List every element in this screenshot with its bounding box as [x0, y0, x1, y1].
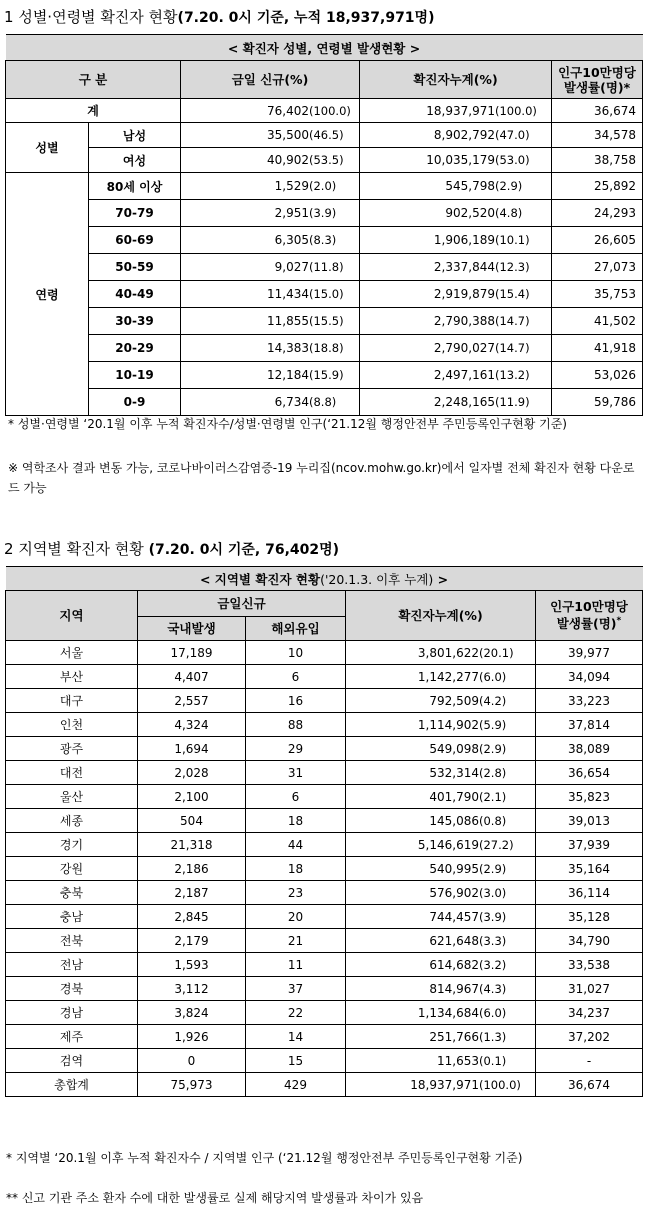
age-group-label: 연령 — [6, 173, 89, 416]
table-row — [6, 389, 643, 416]
table-row — [6, 689, 643, 713]
region-rate: 36,674 — [536, 1073, 643, 1097]
gender-new-pct: (53.5) — [309, 153, 344, 167]
region-rate: 33,538 — [536, 953, 643, 977]
region-cum-value: 1,134,684 — [417, 1005, 479, 1020]
region-name: 인천 — [6, 713, 138, 737]
gender-new-value: 35,500 — [267, 128, 309, 142]
region-cum-value: 145,086 — [429, 813, 479, 828]
table2-caption-end: > — [433, 571, 449, 587]
age-label: 0-9 — [89, 389, 181, 416]
age-new-value: 6,734 — [274, 395, 309, 409]
region-name: 총합계 — [6, 1073, 138, 1097]
table-row — [6, 857, 643, 881]
age-cum-value: 2,790,027 — [433, 341, 495, 355]
header-category: 구 분 — [6, 61, 181, 99]
age-new-value: 12,184 — [267, 368, 309, 382]
region-name: 광주 — [6, 737, 138, 761]
age-label: 50-59 — [89, 254, 181, 281]
region-overseas: 15 — [246, 1049, 346, 1073]
region-overseas: 37 — [246, 977, 346, 1001]
section2-heading: 지역별 확진자 현황 — [18, 540, 144, 558]
region-cum-value: 540,995 — [429, 861, 479, 876]
region-cum-value: 11,653 — [437, 1053, 479, 1068]
region-domestic: 4,407 — [138, 665, 246, 689]
region-cum — [346, 665, 536, 689]
table-row — [6, 737, 643, 761]
age-new — [181, 173, 360, 200]
header-cumulative: 확진자누계(%) — [360, 61, 552, 99]
gender-cum — [360, 148, 552, 173]
region-overseas: 18 — [246, 857, 346, 881]
header-today-new: 금일신규 — [138, 591, 346, 617]
region-cum — [346, 1001, 536, 1025]
age-cum — [360, 335, 552, 362]
header-rate2 — [536, 591, 643, 641]
table-row — [6, 173, 643, 200]
header-rate-line1: 인구10만명당 — [558, 64, 636, 80]
total-label: 계 — [6, 99, 181, 123]
region-domestic: 2,100 — [138, 785, 246, 809]
region-rate: 37,814 — [536, 713, 643, 737]
age-new-pct: (3.9) — [309, 206, 337, 220]
region-rate: 31,027 — [536, 977, 643, 1001]
table-row — [6, 977, 643, 1001]
region-name: 전남 — [6, 953, 138, 977]
total-new — [181, 99, 360, 123]
table-row — [6, 1001, 643, 1025]
region-overseas: 16 — [246, 689, 346, 713]
table-row — [6, 665, 643, 689]
age-cum — [360, 227, 552, 254]
region-domestic: 21,318 — [138, 833, 246, 857]
region-rate: 34,790 — [536, 929, 643, 953]
table-row — [6, 785, 643, 809]
age-cum-pct: (15.4) — [495, 287, 530, 301]
region-overseas: 6 — [246, 665, 346, 689]
region-name: 충남 — [6, 905, 138, 929]
region-cum — [346, 785, 536, 809]
table-row — [6, 227, 643, 254]
region-cum — [346, 1025, 536, 1049]
table-row — [6, 1073, 643, 1097]
region-cum — [346, 1049, 536, 1073]
gender-new — [181, 123, 360, 148]
region-rate: 35,164 — [536, 857, 643, 881]
age-cum-pct: (14.7) — [495, 314, 530, 328]
header-rate2-mark: * — [616, 616, 622, 627]
region-cum — [346, 761, 536, 785]
total-rate: 36,674 — [552, 99, 643, 123]
region-name: 충북 — [6, 881, 138, 905]
region-cum-pct: (2.9) — [479, 861, 507, 876]
section1-title — [4, 6, 434, 27]
gender-cum-value: 10,035,179 — [426, 153, 495, 167]
region-domestic: 3,824 — [138, 1001, 246, 1025]
gender-cum-value: 8,902,792 — [433, 128, 495, 142]
header-rate2-line1: 인구10만명당 — [550, 599, 628, 615]
age-cum-value: 902,520 — [445, 206, 495, 220]
region-cum-pct: (5.9) — [479, 717, 507, 732]
age-label: 60-69 — [89, 227, 181, 254]
table-row — [6, 833, 643, 857]
table-row — [6, 1025, 643, 1049]
region-cum-pct: (3.0) — [479, 885, 507, 900]
table-row — [6, 953, 643, 977]
age-new-pct: (15.5) — [309, 314, 344, 328]
age-cum-value: 2,790,388 — [433, 314, 495, 328]
region-cum — [346, 881, 536, 905]
region-rate: 39,977 — [536, 641, 643, 665]
region-cum-value: 401,790 — [429, 789, 479, 804]
region-cum-pct: (6.0) — [479, 669, 507, 684]
age-label: 20-29 — [89, 335, 181, 362]
age-new — [181, 227, 360, 254]
age-label: 30-39 — [89, 308, 181, 335]
region-cum-value: 1,142,277 — [417, 669, 479, 684]
age-new — [181, 308, 360, 335]
region-cum — [346, 641, 536, 665]
region-rate: 33,223 — [536, 689, 643, 713]
header-rate-line2: 발생률(명)* — [563, 79, 631, 95]
region-domestic: 0 — [138, 1049, 246, 1073]
section2-note2: ** 신고 기관 주소 환자 수에 대한 발생률로 실제 해당지역 발생률과 차이가 있음 — [6, 1191, 424, 1205]
region-cum-pct: (3.2) — [479, 957, 507, 972]
table-row — [6, 809, 643, 833]
age-cum — [360, 200, 552, 227]
total-cum — [360, 99, 552, 123]
age-rate: 35,753 — [552, 281, 643, 308]
age-cum-value: 1,906,189 — [433, 233, 495, 247]
gender-new — [181, 148, 360, 173]
region-overseas: 429 — [246, 1073, 346, 1097]
age-rate: 41,918 — [552, 335, 643, 362]
region-cum-value: 1,114,902 — [417, 717, 479, 732]
region-cum-value: 18,937,971 — [410, 1077, 479, 1092]
section1-note2: ※ 역학조사 결과 변동 가능, 코로나바이러스감염증-19 누리집(ncov.mohw.go.kr)에서 일자별 전체 확진자 현황 다운로드 가능 — [8, 461, 635, 495]
age-new-value: 2,951 — [274, 206, 309, 220]
header-cumulative2: 확진자누계(%) — [346, 591, 536, 641]
total-cum-pct: (100.0) — [495, 103, 537, 118]
region-cum — [346, 737, 536, 761]
region-overseas: 14 — [246, 1025, 346, 1049]
region-cum-pct: (27.2) — [479, 837, 514, 852]
region-rate: 39,013 — [536, 809, 643, 833]
age-new-pct: (8.8) — [309, 395, 337, 409]
region-overseas: 6 — [246, 785, 346, 809]
region-cum — [346, 833, 536, 857]
region-name: 서울 — [6, 641, 138, 665]
table-row — [6, 254, 643, 281]
age-new-pct: (15.0) — [309, 287, 344, 301]
region-cum-pct: (4.2) — [479, 693, 507, 708]
region-rate: 34,237 — [536, 1001, 643, 1025]
region-name: 강원 — [6, 857, 138, 881]
region-cum-value: 532,314 — [429, 765, 479, 780]
region-rate: 38,089 — [536, 737, 643, 761]
region-cum — [346, 905, 536, 929]
section1-subtitle: (7.20. 0시 기준, 누적 18,937,971명) — [177, 10, 435, 26]
region-cum — [346, 977, 536, 1001]
region-name: 울산 — [6, 785, 138, 809]
age-new-pct: (2.0) — [309, 179, 337, 193]
age-rate: 26,605 — [552, 227, 643, 254]
region-cum-pct: (100.0) — [479, 1077, 521, 1092]
region-cum-value: 814,967 — [429, 981, 479, 996]
region-cum-pct: (0.1) — [479, 1053, 507, 1068]
region-overseas: 21 — [246, 929, 346, 953]
table-row — [6, 905, 643, 929]
age-rate: 27,073 — [552, 254, 643, 281]
region-name: 제주 — [6, 1025, 138, 1049]
age-cum — [360, 308, 552, 335]
table-row — [6, 761, 643, 785]
region-cum-value: 621,648 — [429, 933, 479, 948]
region-cum-value: 792,509 — [429, 693, 479, 708]
age-cum-pct: (13.2) — [495, 368, 530, 382]
table2-caption-main: < 지역별 확진자 현황 — [199, 571, 321, 587]
age-new-pct: (15.9) — [309, 368, 344, 382]
header-rate — [552, 61, 643, 99]
table-row — [6, 641, 643, 665]
region-cum-pct: (1.3) — [479, 1029, 507, 1044]
age-rate: 25,892 — [552, 173, 643, 200]
total-new-value: 76,402 — [267, 103, 309, 118]
region-domestic: 2,186 — [138, 857, 246, 881]
age-cum — [360, 362, 552, 389]
region-name: 경기 — [6, 833, 138, 857]
region-cum-pct: (2.9) — [479, 741, 507, 756]
region-name: 대구 — [6, 689, 138, 713]
gender-cum-pct: (53.0) — [495, 153, 530, 167]
region-cum-value: 744,457 — [429, 909, 479, 924]
age-cum-pct: (2.9) — [495, 179, 523, 193]
region-name: 세종 — [6, 809, 138, 833]
age-cum-value: 2,248,165 — [433, 395, 495, 409]
region-cum — [346, 1073, 536, 1097]
region-cum-value: 614,682 — [429, 957, 479, 972]
age-cum — [360, 173, 552, 200]
age-rate: 59,786 — [552, 389, 643, 416]
age-new-value: 11,434 — [267, 287, 309, 301]
region-domestic: 1,926 — [138, 1025, 246, 1049]
region-cum — [346, 689, 536, 713]
region-name: 전북 — [6, 929, 138, 953]
age-label: 80세 이상 — [89, 173, 181, 200]
region-overseas: 20 — [246, 905, 346, 929]
section2-note1: * 지역별 ‘20.1월 이후 누적 확진자수 / 지역별 인구 (‘21.12월 행정안전부 주민등록인구현황 기준) — [6, 1151, 523, 1165]
age-cum — [360, 254, 552, 281]
age-new-pct: (8.3) — [309, 233, 337, 247]
region-name: 대전 — [6, 761, 138, 785]
region-table — [5, 566, 643, 1097]
gender-label: 여성 — [89, 148, 181, 173]
age-new-value: 9,027 — [274, 260, 309, 274]
region-cum-pct: (2.1) — [479, 789, 507, 804]
region-domestic: 4,324 — [138, 713, 246, 737]
age-new-value: 1,529 — [274, 179, 309, 193]
gender-cum — [360, 123, 552, 148]
region-overseas: 31 — [246, 761, 346, 785]
age-new — [181, 281, 360, 308]
gender-cum-pct: (47.0) — [495, 128, 530, 142]
region-domestic: 3,112 — [138, 977, 246, 1001]
age-cum-value: 2,919,879 — [433, 287, 495, 301]
region-overseas: 18 — [246, 809, 346, 833]
age-new — [181, 362, 360, 389]
region-cum-pct: (3.3) — [479, 933, 507, 948]
age-cum-pct: (11.9) — [495, 395, 530, 409]
region-rate: 35,128 — [536, 905, 643, 929]
age-new — [181, 389, 360, 416]
section1-number: 1 — [4, 8, 14, 26]
region-rate: - — [536, 1049, 643, 1073]
region-cum-value: 3,801,622 — [417, 645, 479, 660]
region-cum-pct: (6.0) — [479, 1005, 507, 1020]
age-rate: 41,502 — [552, 308, 643, 335]
region-cum — [346, 809, 536, 833]
age-new-value: 14,383 — [267, 341, 309, 355]
region-cum-pct: (4.3) — [479, 981, 507, 996]
age-new-value: 6,305 — [274, 233, 309, 247]
region-overseas: 10 — [246, 641, 346, 665]
region-domestic: 2,557 — [138, 689, 246, 713]
age-new-pct: (11.8) — [309, 260, 344, 274]
region-name: 부산 — [6, 665, 138, 689]
gender-rate: 34,578 — [552, 123, 643, 148]
table-row — [6, 123, 643, 148]
region-domestic: 2,028 — [138, 761, 246, 785]
region-overseas: 44 — [246, 833, 346, 857]
region-domestic: 2,845 — [138, 905, 246, 929]
region-domestic: 17,189 — [138, 641, 246, 665]
region-cum — [346, 953, 536, 977]
age-cum-value: 2,337,844 — [433, 260, 495, 274]
age-new-value: 11,855 — [267, 314, 309, 328]
section1-note1: * 성별·연령별 ‘20.1월 이후 누적 확진자수/성별·연령별 인구(‘21.12월 행정안전부 주민등록인구현황 기준) — [8, 417, 567, 431]
table-row — [6, 1049, 643, 1073]
age-cum-pct: (4.8) — [495, 206, 523, 220]
gender-age-table — [5, 34, 643, 416]
region-domestic: 504 — [138, 809, 246, 833]
region-cum — [346, 929, 536, 953]
region-name: 경남 — [6, 1001, 138, 1025]
region-name: 검역 — [6, 1049, 138, 1073]
gender-group-label: 성별 — [6, 123, 89, 173]
region-cum-pct: (0.8) — [479, 813, 507, 828]
region-cum-pct: (20.1) — [479, 645, 514, 660]
total-new-pct: (100.0) — [309, 103, 351, 118]
region-cum-pct: (2.8) — [479, 765, 507, 780]
region-rate: 37,202 — [536, 1025, 643, 1049]
table2-caption — [6, 567, 643, 591]
region-overseas: 23 — [246, 881, 346, 905]
table1-caption: < 확진자 성별, 연령별 발생현황 > — [6, 35, 643, 61]
gender-rate: 38,758 — [552, 148, 643, 173]
region-overseas: 22 — [246, 1001, 346, 1025]
table-row — [6, 929, 643, 953]
region-domestic: 2,179 — [138, 929, 246, 953]
age-cum-pct: (12.3) — [495, 260, 530, 274]
gender-label: 남성 — [89, 123, 181, 148]
region-cum-value: 251,766 — [429, 1029, 479, 1044]
region-domestic: 2,187 — [138, 881, 246, 905]
age-cum — [360, 389, 552, 416]
table2-caption-range: ('20.1.3. 이후 누계) — [320, 571, 434, 587]
section2-subtitle: (7.20. 0시 기준, 76,402명) — [148, 542, 340, 558]
header-new: 금일 신규(%) — [181, 61, 360, 99]
region-cum — [346, 857, 536, 881]
gender-new-value: 40,902 — [267, 153, 309, 167]
region-cum-pct: (3.9) — [479, 909, 507, 924]
table-row — [6, 99, 643, 123]
table-row — [6, 335, 643, 362]
region-rate: 36,114 — [536, 881, 643, 905]
header-rate2-line2: 발생률(명) — [556, 616, 617, 632]
table-row — [6, 713, 643, 737]
header-region: 지역 — [6, 591, 138, 641]
age-label: 70-79 — [89, 200, 181, 227]
table-row — [6, 200, 643, 227]
header-overseas: 해외유입 — [246, 617, 346, 641]
table-row — [6, 362, 643, 389]
region-rate: 34,094 — [536, 665, 643, 689]
section2-title — [4, 538, 339, 559]
age-label: 40-49 — [89, 281, 181, 308]
age-rate: 53,026 — [552, 362, 643, 389]
age-cum-pct: (10.1) — [495, 233, 530, 247]
age-new — [181, 200, 360, 227]
age-cum-pct: (14.7) — [495, 341, 530, 355]
table-row — [6, 308, 643, 335]
region-overseas: 29 — [246, 737, 346, 761]
gender-new-pct: (46.5) — [309, 128, 344, 142]
region-domestic: 75,973 — [138, 1073, 246, 1097]
header-domestic: 국내발생 — [138, 617, 246, 641]
region-cum-value: 576,902 — [429, 885, 479, 900]
region-name: 경북 — [6, 977, 138, 1001]
age-new — [181, 254, 360, 281]
age-rate: 24,293 — [552, 200, 643, 227]
region-rate: 35,823 — [536, 785, 643, 809]
region-overseas: 88 — [246, 713, 346, 737]
age-cum — [360, 281, 552, 308]
section2-number: 2 — [4, 540, 14, 558]
total-cum-value: 18,937,971 — [426, 103, 495, 118]
region-rate: 37,939 — [536, 833, 643, 857]
age-label: 10-19 — [89, 362, 181, 389]
region-domestic: 1,694 — [138, 737, 246, 761]
section1-heading: 성별·연령별 확진자 현황 — [18, 8, 178, 26]
age-cum-value: 2,497,161 — [433, 368, 495, 382]
age-new-pct: (18.8) — [309, 341, 344, 355]
region-rate: 36,654 — [536, 761, 643, 785]
table-row — [6, 148, 643, 173]
table-row — [6, 281, 643, 308]
region-domestic: 1,593 — [138, 953, 246, 977]
table-row — [6, 881, 643, 905]
region-cum-value: 549,098 — [429, 741, 479, 756]
region-cum — [346, 713, 536, 737]
region-overseas: 11 — [246, 953, 346, 977]
region-cum-value: 5,146,619 — [417, 837, 479, 852]
age-cum-value: 545,798 — [445, 179, 495, 193]
age-new — [181, 335, 360, 362]
